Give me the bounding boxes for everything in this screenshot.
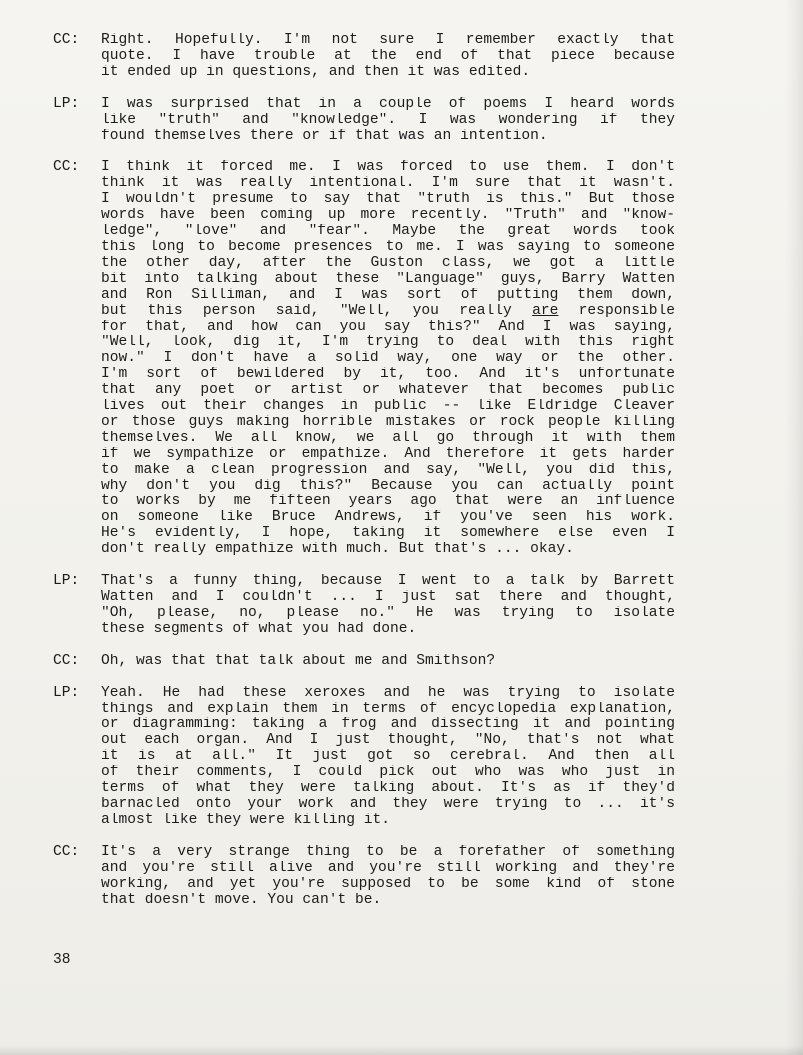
- text-line: I wouldn't presume to say that "truth is this." But those: [101, 192, 675, 208]
- text-line: that doesn't move. You can't be.: [101, 892, 382, 908]
- text-line: now." I don't have a solid way, one way or the other.: [101, 351, 675, 367]
- text-line: words have been coming up more recently. "Truth" and "know-: [101, 208, 675, 224]
- text-line: if we sympathize or empathize. And therefore it gets harder: [101, 446, 675, 462]
- text-line: That's a funny thing, because I went to a talk by Barrett: [101, 574, 675, 590]
- text-line: He's evidently, I hope, taking it somewhere else even I: [101, 526, 675, 542]
- page-edge-shadow: [785, 0, 803, 1055]
- text-line: think it was really intentional. I'm sure that it wasn't.: [101, 176, 675, 192]
- text-line: to works by me fifteen years ago that were an influence: [101, 494, 675, 510]
- speaker-label: CC:: [53, 159, 80, 176]
- text-line: or diagramming: taking a frog and dissecting it and pointing: [101, 717, 675, 733]
- transcript-entry: [53, 845, 683, 909]
- transcript-entry: [53, 686, 683, 829]
- text-line: It's a very strange thing to be a forefather of something: [101, 844, 675, 860]
- transcript-entry: [53, 574, 683, 638]
- text-line: Oh, was that that talk about me and Smithson?: [101, 653, 496, 669]
- text-line: "Well, look, dig it, I'm trying to deal with this right: [101, 335, 675, 351]
- speech-paragraph: [101, 33, 675, 81]
- text-line: the other day, after the Guston class, we got a little: [101, 255, 675, 271]
- speaker-label: CC:: [53, 32, 80, 48]
- speaker-label: LP:: [53, 95, 80, 112]
- transcript-entry: [53, 97, 683, 145]
- text-line: for that, and how can you say this?" And I was saying,: [101, 319, 675, 335]
- text-line: working, and yet you're supposed to be some kind of stone: [101, 876, 675, 892]
- text-line: I was surprised that in a couple of poems I heard words: [101, 96, 675, 112]
- text-line: quote. I have trouble at the end of that piece because: [101, 48, 675, 64]
- text-line: this long to become presences to me. I was saying to someone: [101, 239, 675, 255]
- speech-paragraph: [101, 686, 675, 829]
- text-line: out each organ. And I just thought, "No, that's not what: [101, 733, 675, 749]
- page-number: 38: [53, 952, 71, 968]
- interview-transcript: [53, 33, 683, 924]
- speaker-label: CC:: [53, 843, 80, 860]
- text-line: lives out their changes in public -- like Eldridge Cleaver: [101, 399, 675, 415]
- text-line: but this person said, "Well, you really are responsible: [101, 303, 675, 319]
- text-line: "Oh, please, no, please no." He was trying to isolate: [101, 605, 675, 621]
- text-line: terms of what they were talking about. It's as if they'd: [101, 781, 675, 797]
- text-line: it ended up in questions, and then it was edited.: [101, 64, 531, 80]
- text-line: barnacled onto your work and they were trying to ... it's: [101, 796, 675, 812]
- speaker-label: LP:: [53, 684, 80, 701]
- text-line: it is at all." It just got so cerebral. And then all: [101, 749, 675, 765]
- text-line: or those guys making horrible mistakes or rock people killing: [101, 414, 675, 430]
- text-line: like "truth" and "knowledge". I was wondering if they: [101, 112, 675, 128]
- text-line: Watten and I couldn't ... I just sat there and thought,: [101, 590, 675, 605]
- text-line: to make a clean progression and say, "Well, you did this,: [101, 462, 675, 478]
- text-line: themselves. We all know, we all go through it with them: [101, 430, 675, 446]
- speech-paragraph: [101, 160, 675, 558]
- speech-paragraph: [101, 654, 675, 670]
- text-line: don't really empathize with much. But that's ... okay.: [101, 542, 574, 558]
- text-line: Yeah. He had these xeroxes and he was trying to isolate: [101, 685, 675, 701]
- text-line: of their comments, I could pick out who was who just in: [101, 765, 675, 781]
- text-line: things and explain them in terms of encyclopedia explanation,: [101, 701, 675, 717]
- transcript-entry: [53, 654, 683, 670]
- transcript-entry: [53, 33, 683, 81]
- text-line: I'm sort of bewildered by it, too. And it's unfortunate: [101, 367, 675, 383]
- text-line: found themselves there or if that was an intention.: [101, 128, 548, 144]
- text-line: I think it forced me. I was forced to use them. I don't: [101, 160, 675, 176]
- page-bottom-shadow: [0, 1045, 803, 1055]
- text-line: bit into talking about these "Language" guys, Barry Watten: [101, 271, 675, 287]
- text-line: ledge", "love" and "fear". Maybe the great words took: [101, 224, 675, 240]
- text-line: and Ron Silliman, and I was sort of putting them down,: [101, 287, 675, 303]
- speech-paragraph: [101, 845, 675, 909]
- speech-paragraph: [101, 574, 675, 638]
- speaker-label: CC:: [53, 652, 80, 669]
- text-line: that any poet or artist or whatever that becomes public: [101, 383, 675, 399]
- text-line: Right. Hopefully. I'm not sure I remember exactly that: [101, 33, 675, 48]
- text-line: almost like they were killing it.: [101, 812, 391, 828]
- text-line: and you're still alive and you're still working and they're: [101, 860, 675, 876]
- speaker-label: LP:: [53, 573, 80, 590]
- text-line: these segments of what you had done.: [101, 621, 417, 637]
- text-line: why don't you dig this?" Because you can actually point: [101, 478, 675, 494]
- transcript-entry: [53, 160, 683, 558]
- text-line: on someone like Bruce Andrews, if you've seen his work.: [101, 510, 675, 526]
- speech-paragraph: [101, 97, 675, 145]
